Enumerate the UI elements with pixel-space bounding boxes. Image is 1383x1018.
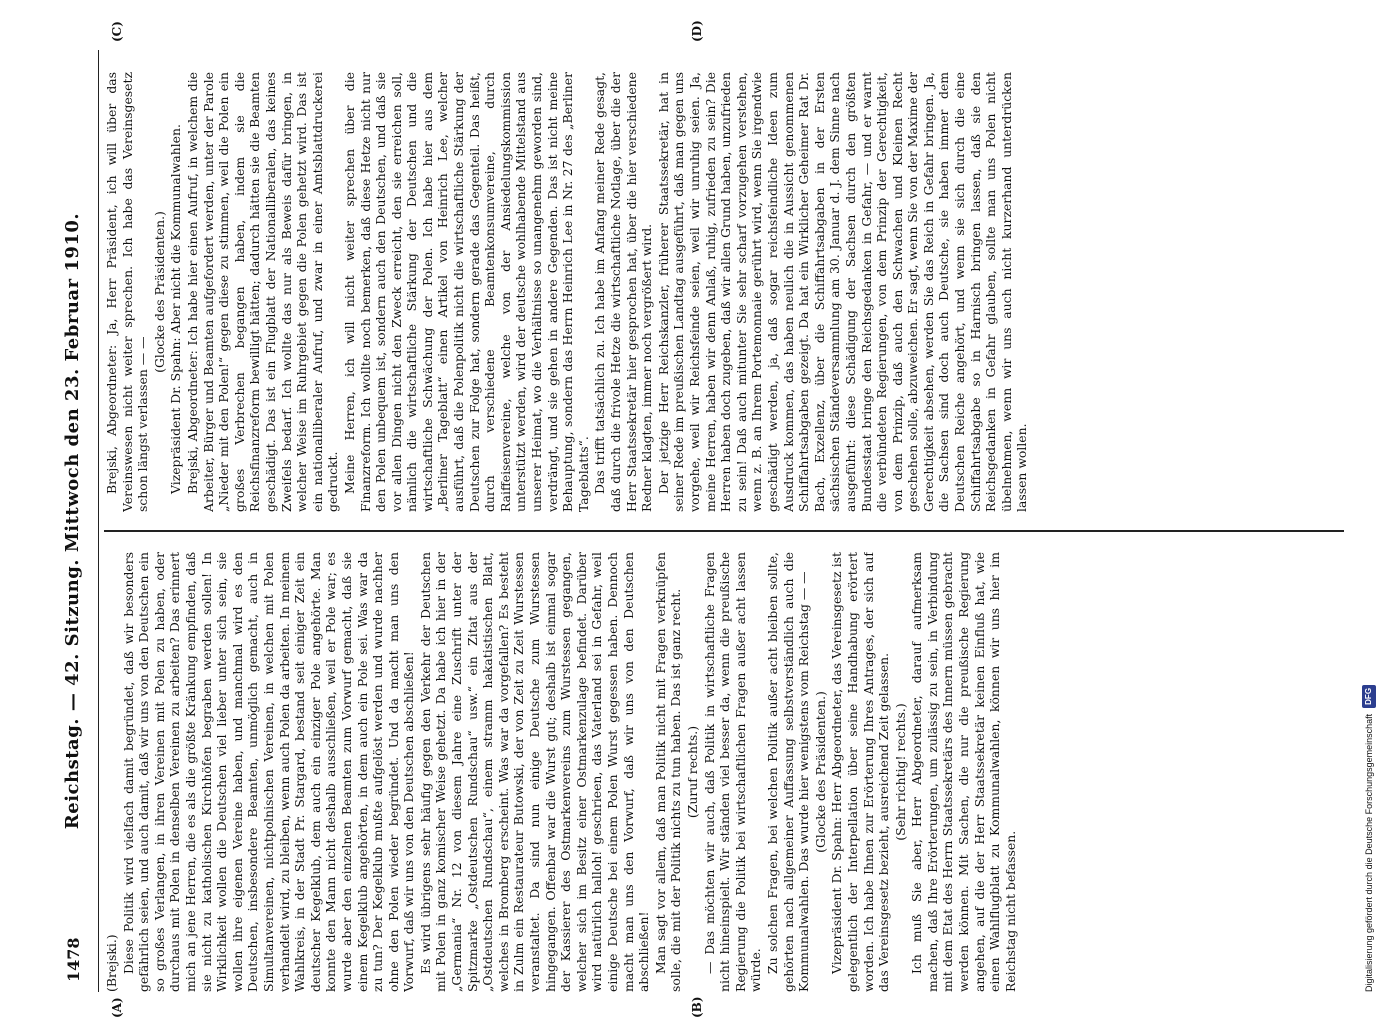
paragraph: Vizepräsident Dr. Spahn: Herr Abgeordneter, das Vereinsgesetz ist gelegentlich der Interpellation über seine Handhabung erörtert worden. Ich habe Ihnen zur Erörterung Ihres Antrages, der sich auf das Vereinsgesetz bezieht, ausreichend Zeit gelassen. [829,552,891,992]
column-divider [104,531,1344,533]
paragraph: Brejski, Abgeordneter: Ich habe hier einen Aufruf, in welchem die Arbeiter, Bürger und Beamten aufgefordert werden, unter der Parole „Nieder mit den Polen!“ gegen diese zu stimmen, weil die Polen ein großes Verbrechen begangen haben, indem sie die Reichsfinanzreform bewilligt hätten; dadurch hätten sie die Beamten geschädigt. Das ist ein Flugblatt der Nationalliberalen, das keines Zweifels bedarf. Ich wollte das nur als Beweis dafür bringen, in welcher Weise im Ruhrgebiet gegen die Polen gehetzt wird. Das ist ein nationalliberaler Aufruf, und zwar in einer Amtsblattdruckerei gedruckt. [185,72,341,512]
paragraph: Vizepräsident Dr. Spahn: Aber nicht die Kommunalwahlen. [168,72,184,512]
interjection: (Glocke des Präsidenten.) [152,72,168,512]
running-title: Reichstag. — 42. Sitzung. Mittwoch den 23. Februar 1910. [62,120,83,922]
paragraph: Ich muß Sie aber, Herr Abgeordneter, darauf aufmerksam machen, daß Ihre Erörterungen, um zulässig zu sein, in Verbindung mit dem Etat des Herrn Staatssekretärs des Innern müssen gebracht werden können. Mit Sachen, die nur die preußische Regierung angehen, auf die der Herr Staatssekretär keinen Einfluß hat, wie einen Wahlflugblatt zu Kommunalwahlen, können wir uns hier im Reichstag nicht befassen. [909,552,1018,992]
interjection: (Glocke des Präsidenten.) [813,552,829,992]
paragraph: Man sagt vor allem, daß man Politik nicht mit Fragen verknüpfen solle, die mit der Politik nichts zu tun haben. Das ist ganz recht. [653,552,684,992]
paragraph: Das trifft tatsächlich zu. Ich habe im Anfang meiner Rede gesagt, daß durch die frivole Hetze die wirtschaftliche Notlage, über die der Herr Staatssekretär hier gesprochen hat, über die hier verschiedene Redner klagten, immer noch vergrößert wird. [592,72,654,512]
dfg-logo: DFG [1362,685,1376,708]
paragraph: Meine Herren, ich will nicht weiter sprechen über die Finanzreform. Ich wollte noch bemerken, daß diese Hetze nicht nur den Polen unbequem ist, sondern auch den Deutschen, und daß sie vor allen Dingen nicht den Zweck erreicht, den sie erreichen soll, nämlich die wirtschaftliche Stärkung der Deutschen und die wirtschaftliche Schwächung der Polen. Ich habe hier aus dem „Berliner Tageblatt“ einen Artikel von Heinrich Lee, welcher ausführt, daß die Polenpolitik nicht die wirtschaftliche Stärkung der Deutschen zur Folge hat, sondern gerade das Gegenteil. Das heißt, durch verschiedene Beamtenkonsumvereine, durch Raiffeisenvereine, welche von der Ansiedelungskommission unterstützt werden, wird der deutsche wohlhabende Mittelstand aus unserer Heimat, wo die Verhältnisse so unangenehm geworden sind, verdrängt, und sie gehen in andere Gegenden. Das ist nicht meine Behauptung, sondern das Herrn Heinrich Lee in Nr. 27 des „Berliner Tageblatts“. [342,72,592,512]
paragraph: Diese Politik wird vielfach damit begründet, daß wir besonders gefährlich seien, und auch damit, daß wir uns von den Deutschen ein so großes Verlangen, in ihren Vereinen mit Polen zu haben, oder durchaus mit Polen in denselben Vereinen zu arbeiten? Das erinnert mich an jene Herren, die es als die größte Kränkung empfinden, daß sie nicht zu katholischen Kirchhöfen begraben werden sollen! In Wirklichkeit wollen die Deutschen viel lieber unter sich sein, sie wollen ihre eigenen Vereine haben, und manchmal wird es den Deutschen, insbesondere Beamten, unmöglich gemacht, auch in Simultanvereinen, nichtpolnischen Vereinen, in welchen mit Polen verhandelt wird, zu bleiben, wenn auch Polen da arbeiten. In meinem Wahlkreis, in der Stadt Pr. Stargard, bestand seit einiger Zeit ein deutscher Kegelklub, dem auch ein einziger Pole angehörte. Man konnte den Mann nicht deshalb ausschließen, weil er Pole war; es wurde aber den einzelnen Beamten zum Vorwurf gemacht, daß sie einem Kegelklub angehörten, in dem auch ein Pole sei. Was war da zu tun? Der Kegelklub mußte aufgelöst werden und wurde nachher ohne den Polen wieder begründet. Und da macht man uns den Vorwurf, daß wir uns von den Deutschen abschließen! [121,552,417,992]
interjection: (Sehr richtig! rechts.) [893,552,909,992]
margin-marker-c: (C) [110,21,124,42]
margin-marker-a: (A) [110,997,124,1018]
margin-marker-d: (D) [690,20,704,42]
paragraph: Brejski, Abgeordneter: Ja, Herr Präsident, ich will über das Vereinswesen nicht weiter sprechen. Ich habe das Vereinsgesetz schon längst verlassen — — [104,72,151,512]
right-text-column [104,72,1344,512]
page-number: 1478 [64,937,83,982]
paragraph: Zu solchen Fragen, bei welchen Politik außer acht bleiben sollte, gehörten nach allgemeiner Auffassung selbstverständlich auch die Kommunalwahlen. Das wurde hier wenigstens vom Reichstag — — [765,552,812,992]
paragraph: — Das möchten wir auch, daß Politik in wirtschaftliche Fragen nicht hineinspielt. Wir ständen viel besser da, wenn die preußische Regierung die Politik bei wirtschaftlichen Fragen außer acht lassen würde. [702,552,764,992]
paragraph: Es wird übrigens sehr häufig gegen den Verkehr der Deutschen mit Polen in ganz komischer Weise gehetzt. Da habe ich hier in der „Germania“ Nr. 12 von diesem Jahre eine Zuschrift unter der Spitzmarke „Ostdeutschen Rundschau“ usw.“ ein Zitat aus der „Ostdeutschen Rundschau“, einem stramm hakatistischen Blatt, welches in Bromberg erscheint. Was war da vorgefallen? Es besteht in Zulm ein Restaurateur Butowski, der von Zeit zu Zeit Wurstessen veranstaltet. Da sind nun einige Deutsche zum Wurstessen hingegangen. Offenbar war die Wurst gut; deshalb ist einmal sogar der Kassierer des Ostmarkenvereins zum Wurstessen gegangen, welcher sich im Besitz einer Ostmarkenzulage befindet. Darüber wird natürlich halloh! geschrieen, das Vaterland sei in Gefahr, weil einige Deutsche bei einem Polen Wurst gegessen haben. Dennoch macht man uns den Vorwurf, daß wir uns von den Deutschen abschließen! [418,552,652,992]
paragraph: Der jetzige Herr Reichskanzler, früherer Staatssekretär, hat in seiner Rede im preußischen Landtag ausgeführt, daß man gegen uns vorgehe, weil wir Reichsfeinde seien, weil wir unruhig seien. Ja, meine Herren, haben wir denn Anlaß, ruhig, zufrieden zu sein? Die Herren haben doch zugeben, daß wir allen Grund haben, unzufrieden zu sein! Daß auch mitunter Sie sehr scharf vorzugehen verstehen, wenn z. B. an Ihrem Portemonnaie gerührt wird, wenn Sie irgendwie geschädigt werden, ja, daß sogar reichsfeindliche Ideen zum Ausdruck kommen, das haben neulich die in Aussicht genommenen Schiffahrtsabgaben gezeigt. Da hat ein Wirklicher Geheimer Rat Dr. Bach, Exzellenz, über die Schiffahrtsabgaben in der Ersten sächsischen Ständeversammlung am 30. Januar d. J. dem Sinne nach ausgeführt: diese Schädigung der Sachsen durch den größten Bundesstaat bringe den Reichsgedanken in Gefahr, — und er warnt die verbündeten Regierungen, von dem Prinzip der Gerechtigkeit, von dem Prinzip, daß auch den Schwachen und Kleinen Recht geschehen solle, abzuweichen. Er sagt, wenn Sie von der Maxime der Gerechtigkeit absehen, werden Sie das Reich in Gefahr bringen. Ja, die Sachsen sind doch auch Deutsche, sie haben immer dem Deutschen Reiche angehört, und wenn sie sich durch die eine Schiffahrtsabgabe so in Harnisch bringen lassen, daß sie den Reichsgedanken in Gefahr glauben, sollte man uns Polen nicht übelnehmen, wenn wir uns auch nicht kurzerhand unterdrücken lassen wollen. [656,72,1030,512]
margin-marker-b: (B) [690,997,704,1018]
page-header [50,50,99,992]
credit-text: Digitalisierung gefördert durch die Deutsche Forschungsgemeinschaft [1363,714,1375,992]
scanned-page [50,50,1358,992]
left-text-column [104,552,1344,992]
interjection: (Zuruf rechts.) [685,552,701,992]
speaker-continuation: (Brejski.) [104,552,120,992]
digitization-credit [1362,8,1380,992]
